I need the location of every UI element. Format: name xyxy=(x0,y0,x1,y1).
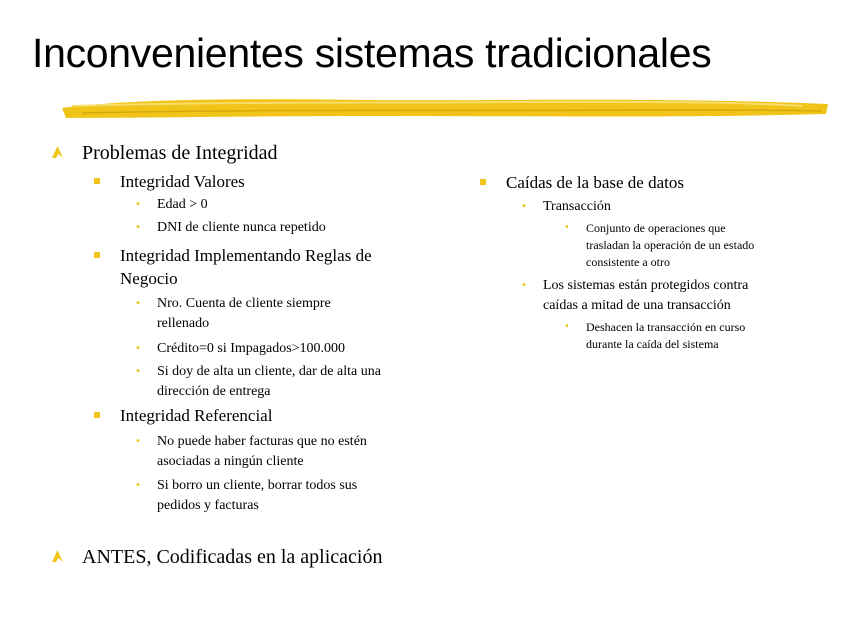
square-bullet xyxy=(480,179,486,185)
detail-line: consistente a otro xyxy=(586,255,670,269)
list-item: Edad > 0 xyxy=(157,197,208,212)
dot-bullet: • xyxy=(135,222,141,233)
group-integridad-referencial: Integridad Referencial xyxy=(120,406,273,425)
list-item-cont: rellenado xyxy=(157,316,210,331)
square-bullet xyxy=(94,252,100,258)
dot-bullet: • xyxy=(135,436,141,447)
detail-line: durante la caída del sistema xyxy=(586,337,719,351)
title-underline-brushstroke xyxy=(62,94,828,124)
square-bullet xyxy=(94,412,100,418)
sub-transaccion: Transacción xyxy=(543,199,611,214)
dot-bullet: • xyxy=(135,199,141,210)
list-item: Si doy de alta un cliente, dar de alta una xyxy=(157,364,381,379)
heading-caidas-base-datos: Caídas de la base de datos xyxy=(506,173,684,192)
list-item-cont: pedidos y facturas xyxy=(157,498,259,513)
dot-bullet: • xyxy=(135,366,141,377)
sub-sistemas-protegidos: Los sistemas están protegidos contra xyxy=(543,278,749,293)
group-integridad-valores: Integridad Valores xyxy=(120,172,245,191)
dot-bullet: • xyxy=(135,343,141,354)
dot-bullet: • xyxy=(564,222,570,233)
group-reglas-negocio-cont: Negocio xyxy=(120,269,178,288)
dot-bullet: • xyxy=(135,480,141,491)
dot-bullet: • xyxy=(135,298,141,309)
lightning-icon xyxy=(52,550,63,562)
dot-bullet: • xyxy=(521,201,527,212)
list-item-cont: dirección de entrega xyxy=(157,384,271,399)
sub-sistemas-protegidos-cont: caídas a mitad de una transacción xyxy=(543,298,731,313)
list-item: No puede haber facturas que no estén xyxy=(157,434,367,449)
dot-bullet: • xyxy=(564,321,570,332)
square-bullet xyxy=(94,178,100,184)
list-item-cont: asociadas a ningún cliente xyxy=(157,454,304,469)
dot-bullet: • xyxy=(521,280,527,291)
list-item: Nro. Cuenta de cliente siempre xyxy=(157,296,331,311)
detail-line: Deshacen la transacción en curso xyxy=(586,320,746,334)
heading-problemas-integridad: Problemas de Integridad xyxy=(82,142,278,164)
detail-line: Conjunto de operaciones que xyxy=(586,221,726,235)
group-reglas-negocio: Integridad Implementando Reglas de xyxy=(120,246,372,265)
footer-bullet-antes: ANTES, Codificadas en la aplicación xyxy=(82,546,383,568)
lightning-icon xyxy=(52,146,63,158)
list-item: DNI de cliente nunca repetido xyxy=(157,220,326,235)
list-item: Crédito=0 si Impagados>100.000 xyxy=(157,341,346,356)
list-item: Si borro un cliente, borrar todos sus xyxy=(157,478,358,493)
slide-title: Inconvenientes sistemas tradicionales xyxy=(32,30,712,76)
detail-line: trasladan la operación de un estado xyxy=(586,238,755,252)
